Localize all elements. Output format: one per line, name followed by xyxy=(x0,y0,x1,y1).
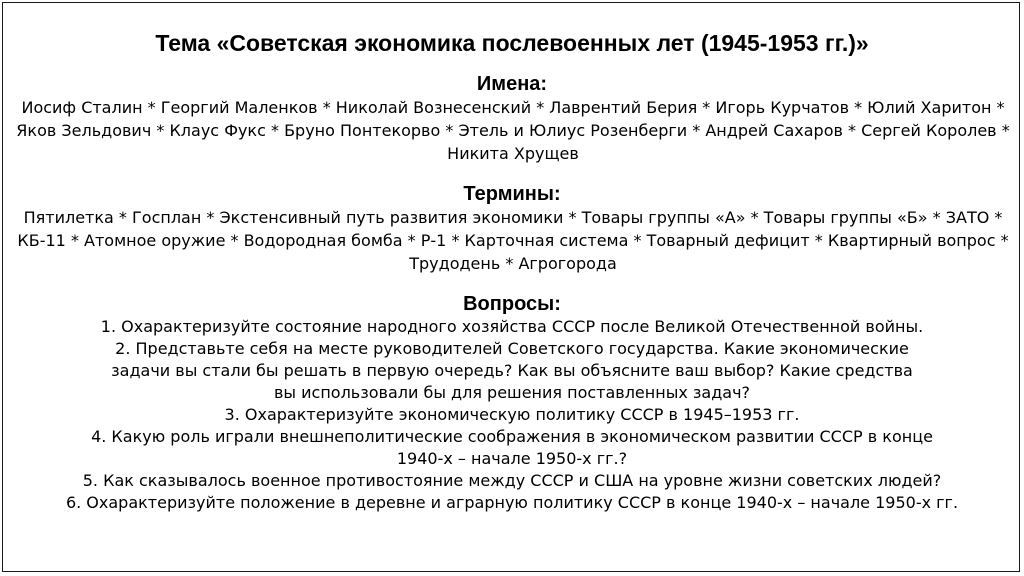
question-item: 2. Представьте себя на месте руководителей Советского государства. Какие экономические задачи вы стали бы решать в первую очередь? Как вы объясните ваш выбор? Какие средства вы использовали бы для решения поставленных задач? xyxy=(111,339,913,402)
questions-heading: Вопросы: xyxy=(463,293,561,315)
question-item: 1. Охарактеризуйте состояние народного хозяйства СССР после Великой Отечественной войны. xyxy=(100,317,924,336)
terms-heading: Термины: xyxy=(463,183,561,205)
section-spacer xyxy=(0,165,1024,182)
names-heading: Имена: xyxy=(476,73,548,95)
slide-title: Тема «Советская экономика послевоенных лет (1945-1953 гг.)» xyxy=(155,30,869,56)
terms-list: Пятилетка * Госплан * Экстенсивный путь развития экономики * Товары группы «А» * Товары группы «Б» * ЗАТО * КБ-11 * Атомное оружие * Водородная бомба * Р-1 * Карточная система * Товарный дефицит * Квартирный вопрос * Трудодень * Агрогорода xyxy=(17,208,1009,273)
question-item: 6. Охарактеризуйте положение в деревне и аграрную политику СССР в конце 1940-х – начале 1950-х гг. xyxy=(65,493,959,512)
question-item: 5. Как сказывалось военное противостояние между СССР и США на уровне жизни советских людей? xyxy=(82,471,942,490)
questions-list xyxy=(0,316,1024,514)
slide-content xyxy=(0,28,1024,514)
question-item: 3. Охарактеризуйте экономическую политику СССР в 1945–1953 гг. xyxy=(224,405,800,424)
section-spacer xyxy=(0,275,1024,292)
question-item: 4. Какую роль играли внешнеполитические соображения в экономическом развитии СССР в конце 1940-х – начале 1950-х гг.? xyxy=(91,427,933,468)
names-list: Иосиф Сталин * Георгий Маленков * Николай Вознесенский * Лаврентий Берия * Игорь Курчатов * Юлий Харитон * Яков Зельдович * Клаус Фукс * Бруно Понтекорво * Этель и Юлиус Розенберги * Андрей Сахаров * Сергей Королев * Никита Хрущев xyxy=(16,98,1010,163)
